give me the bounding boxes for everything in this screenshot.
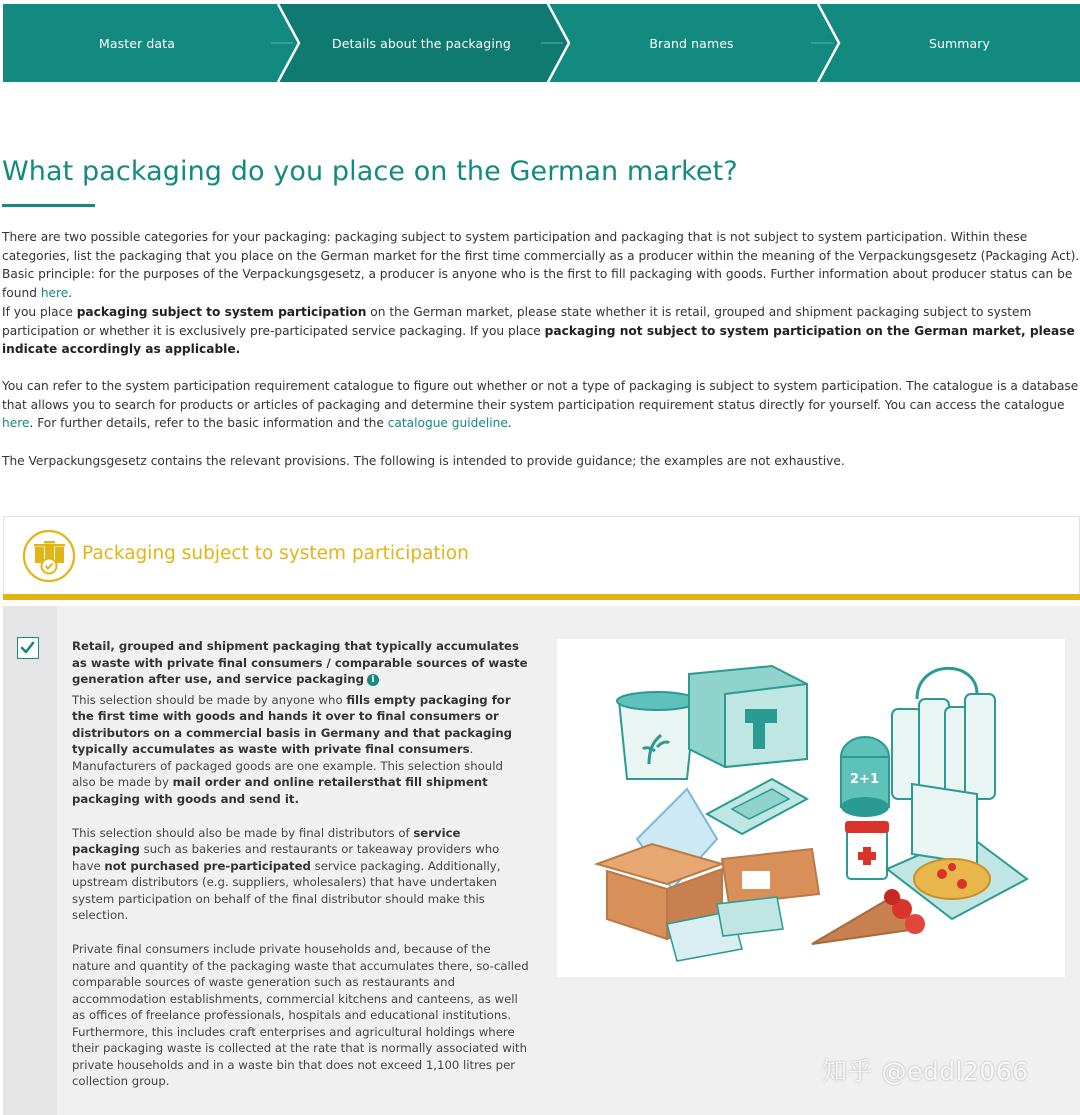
option-p1-c: . Manufacturers of packaged goods are one example. This selection should also be made by (72, 742, 503, 789)
section-header (3, 516, 1080, 596)
step-summary[interactable]: Summary (928, 35, 991, 51)
option-paragraph-3: Private final consumers include private households and, because of the nature and quantity of the packaging waste that accumulates there, so-called comparable sources of waste generation such as restaurants and accommodation establishments, commercial kitchens and canteens, as well as offices of freelance professionals, hospitals and educational institutions. Furthermore, this includes craft enterprises and agricultural holdings where their packaging waste is collected at the rate that is normally associated with private households and in a waste bin that does not exceed 1,100 litres per collection group. (72, 942, 529, 1088)
catalogue-link[interactable]: here (2, 416, 30, 430)
intro-p3-b: . For further details, refer to the basic information and the (29, 416, 388, 430)
option-p1-d: mail order and online retailersthat fill shipment packaging with goods and send it. (72, 775, 488, 806)
page-title: What packaging do you place on the German market? (2, 156, 738, 187)
title-underline (2, 204, 95, 207)
step-brand-names[interactable]: Brand names (649, 35, 734, 51)
intro-p2-c: on the German market, please state whether it is retail, grouped and shipment packaging subject to system participation or whether it is exclusively pre-participated service packaging. If you place (2, 305, 1032, 338)
intro-paragraph-4: The Verpackungsgesetz contains the relevant provisions. The following is intended to provide guidance; the examples are not exhaustive. (2, 454, 845, 468)
progress-steps (3, 4, 1080, 82)
intro-p2-b: packaging subject to system participation (76, 305, 367, 319)
option-p2-e: service packaging. Additionally, upstream distributors (e.g. suppliers, wholesalers) that have undertaken system participation on behalf of the final distributor should make this selection. (72, 858, 501, 922)
intro-p2-a: If you place (2, 305, 77, 319)
packaging-illustration-art (557, 639, 1065, 977)
info-icon[interactable]: i (367, 674, 379, 686)
option-panel-gutter (3, 606, 57, 1115)
option-p2-c: such as bakeries and restaurants or takeaway providers who have (72, 842, 500, 873)
catalogue-guideline-link[interactable]: catalogue guideline (387, 416, 508, 430)
packaging-bins-check-icon (22, 529, 76, 583)
producer-status-link[interactable]: here (40, 285, 69, 300)
pack-label: 2+1 (850, 772, 879, 787)
intro-p1-end: . (68, 285, 73, 300)
intro-p2-d: packaging not subject to system participation on the German market, please indicate accordingly as applicable. (2, 323, 1075, 356)
retail-packaging-checkbox[interactable] (17, 637, 39, 659)
option-paragraph-2 (72, 825, 530, 924)
section-title: Packaging subject to system participation (82, 543, 469, 564)
packaging-illustration (557, 639, 1065, 977)
intro-p3-a: You can refer to the system participation requirement catalogue to figure out whether or not a type of packaging is subject to system participation. The catalogue is a database that allows you to search for products or articles of packaging and determine their system participation requirement status directly for yourself. You can access the catalogue (2, 379, 1079, 412)
option-lead (72, 638, 530, 688)
intro-p3-c: . (507, 416, 512, 430)
option-lead-text: Retail, grouped and shipment packaging that typically accumulates as waste with private final consumers / comparable sources of waste generation after use, and service packaging (72, 639, 528, 686)
intro-p1-text: There are two possible categories for your packaging: packaging subject to system participation and packaging that is not subject to system participation. Within these categories, list the packaging that you place on the German market for the first time commercially as a producer within the meaning of the Verpackungsgesetz (Packaging Act). Basic principle: for the purposes of the Verpackungsgesetz, a producer is anyone who is the first to fill packaging with goods. Further information about producer status can be found (2, 230, 1080, 300)
option-panel (3, 606, 1080, 1115)
intro-paragraph-2 (2, 303, 1080, 359)
intro-paragraph-3 (2, 377, 1080, 433)
option-paragraph-1 (72, 692, 530, 808)
option-p2-b: service packaging (72, 825, 461, 856)
option-p1-a: This selection should be made by anyone who (72, 692, 347, 707)
step-details-packaging[interactable]: Details about the packaging (332, 35, 511, 51)
step-master-data[interactable]: Master data (99, 35, 175, 51)
watermark-text: 知乎 @eddl2066 (822, 1057, 1029, 1086)
option-p2-a: This selection should also be made by final distributors of (72, 825, 414, 840)
option-description (72, 638, 530, 1107)
checkmark-icon (19, 639, 36, 656)
option-p2-d: not purchased pre-participated (104, 858, 311, 873)
section-accent-rule (3, 594, 1080, 600)
intro-paragraph-1 (2, 228, 1080, 302)
option-p1-b: fills empty packaging for the first time with goods and hands it over to final consumers or distributors on a commercial basis in Germany and that packaging typically accumulates as waste with private final consumers (72, 692, 513, 756)
